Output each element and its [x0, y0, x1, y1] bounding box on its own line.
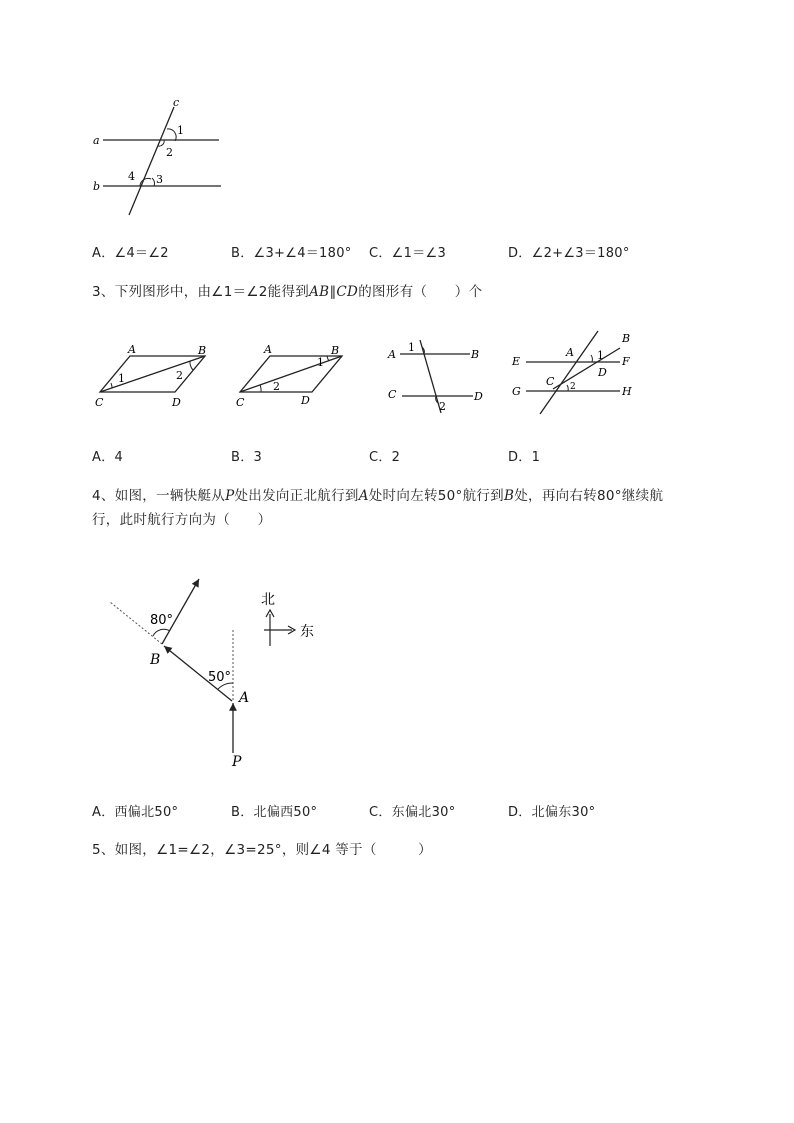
- fig3d-label-h: H: [622, 385, 632, 398]
- angle-2-label: 2: [166, 146, 173, 159]
- angle-4-label: 4: [128, 170, 135, 183]
- fig3c-label-d: D: [474, 390, 483, 403]
- q4-option-a[interactable]: A．西偏北50°: [92, 805, 179, 820]
- q4-option-c[interactable]: C．东偏北30°: [369, 805, 456, 820]
- figure-boat-route: [100, 570, 330, 775]
- q2-option-d[interactable]: D．∠2+∠3＝180°: [508, 246, 630, 261]
- fig3d-label-d: D: [598, 366, 607, 379]
- fig3d-label-b: B: [622, 332, 631, 345]
- point-a-label: A: [239, 690, 250, 706]
- compass-east-label: 东: [300, 624, 314, 640]
- fig3c-label-c: C: [388, 388, 397, 401]
- angle-3-label: 3: [156, 173, 163, 186]
- question-4-text: [92, 484, 732, 532]
- fig3d-angle-2: 2: [570, 382, 576, 392]
- fig3a-label-b: B: [198, 344, 207, 357]
- fig3a-angle-1: 1: [118, 372, 125, 385]
- fig3d-label-g: G: [512, 385, 521, 398]
- fig3d-label-f: F: [622, 355, 630, 368]
- point-p-label: P: [232, 754, 242, 770]
- fig3d-label-e: E: [512, 355, 521, 368]
- angle-80-label: 80°: [150, 613, 174, 628]
- fig3d-angle-1: 1: [597, 349, 604, 362]
- compass-north-label: 北: [261, 592, 275, 608]
- figure-parallel-transversal: [88, 94, 228, 218]
- line-b-label: b: [93, 180, 101, 193]
- fig3c-label-b: B: [471, 348, 480, 361]
- fig3b-angle-1: 1: [317, 356, 324, 369]
- question-4-line-1: 4、如图，一辆快艇从P处出发向正北航行到A处时向左转50°航行到B处，再向右转80°继续航: [92, 488, 664, 504]
- q2-option-b[interactable]: B．∠3+∠4＝180°: [231, 246, 352, 261]
- fig3c-angle-2: 2: [439, 400, 446, 413]
- question-5-text: 5、如图，∠1=∠2，∠3=25°，则∠4 等于（ ）: [92, 842, 432, 858]
- figure-3d-parallel-lines: [508, 328, 643, 420]
- figure-3a-parallelogram: [92, 338, 212, 414]
- fig3c-angle-1: 1: [408, 341, 415, 354]
- fig3b-label-a: A: [264, 343, 272, 356]
- q4-options: [92, 801, 732, 819]
- fig3b-label-b: B: [331, 344, 340, 357]
- fig3b-angle-2: 2: [273, 380, 280, 393]
- question-4-line-2: 行，此时航行方向为（ ）: [92, 512, 272, 528]
- fig3a-label-d: D: [172, 396, 181, 409]
- fig3a-label-a: A: [128, 343, 136, 356]
- angle-1-label: 1: [177, 124, 184, 137]
- line-a-label: a: [93, 134, 100, 147]
- point-b-label: B: [150, 652, 161, 668]
- figure-3b-parallelogram: [230, 338, 350, 414]
- q4-option-d[interactable]: D．北偏东30°: [508, 805, 596, 820]
- fig3b-label-d: D: [301, 394, 310, 407]
- q2-options: [92, 242, 732, 260]
- figure-3c-parallel-lines: [383, 336, 493, 418]
- fig3a-label-c: C: [95, 396, 104, 409]
- q4-option-b[interactable]: B．北偏西50°: [231, 805, 318, 820]
- q2-option-a[interactable]: A．∠4＝∠2: [92, 246, 169, 261]
- fig3d-label-a: A: [566, 346, 574, 359]
- q3-option-b[interactable]: B．3: [231, 450, 263, 465]
- q3-option-c[interactable]: C．2: [369, 450, 401, 465]
- line-c-label: c: [173, 96, 180, 109]
- fig3a-angle-2: 2: [176, 369, 183, 382]
- fig3d-label-c: C: [546, 375, 555, 388]
- q3-option-a[interactable]: A．4: [92, 450, 124, 465]
- fig3b-label-c: C: [236, 396, 245, 409]
- q3-option-d[interactable]: D．1: [508, 450, 541, 465]
- q2-option-c[interactable]: C．∠1＝∠3: [369, 246, 447, 261]
- fig3c-label-a: A: [388, 348, 396, 361]
- angle-50-label: 50°: [208, 670, 232, 685]
- question-3-text: 3、下列图形中，由∠1＝∠2能得到AB∥CD的图形有（ ）个: [92, 284, 483, 300]
- q3-options: [92, 446, 732, 464]
